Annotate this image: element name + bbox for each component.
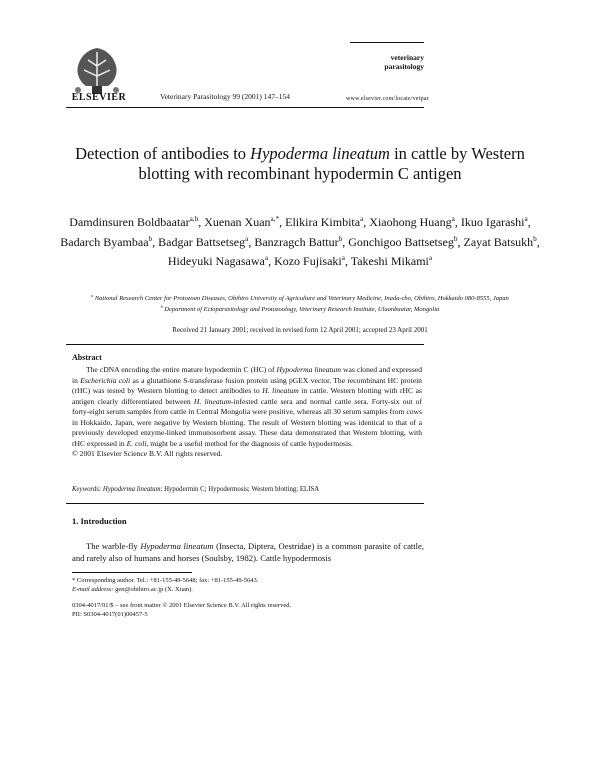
author-affiliation-mark: a <box>451 215 455 223</box>
abstract-bottom-divider <box>66 503 424 504</box>
author-affiliation-mark: a,b <box>189 215 199 223</box>
email-line: E-mail address: gen@obihiro.ac.jp (X. Xuan). <box>72 586 193 593</box>
author-name: Xiaohong Huang <box>369 215 452 229</box>
keywords: Keywords: Hypoderma lineatum; Hypodermin C; Hypodermosis; Western blotting; ELISA <box>72 486 320 493</box>
email-address[interactable]: gen@obihiro.ac.jp (X. Xuan). <box>113 586 193 593</box>
section-heading-introduction: 1. Introduction <box>72 516 127 526</box>
author-affiliation-mark: b <box>148 234 153 243</box>
abstract-heading: Abstract <box>72 353 102 362</box>
corresponding-author: * Corresponding author. Tel.: +81-155-49-5648; fax: +81-155-49-5643. <box>72 577 259 584</box>
author-name: Hideyuki Nagasawa <box>167 254 265 268</box>
received-dates: Received 21 January 2001; received in revised form 12 April 2001; accepted 23 April 2001 <box>172 326 428 334</box>
article-title: Detection of antibodies to Hypoderma lineatum in cattle by Western blotting with recombinant hypodermin C antigen <box>75 144 525 183</box>
front-matter-info <box>72 601 424 619</box>
author-affiliation-mark: a <box>341 254 345 262</box>
author-name: Badgar Battsetseg <box>158 234 246 249</box>
footnote <box>72 576 424 594</box>
affiliation-a: $^a$ National Research Center for Protozoan Diseases, Obihiro University of Agriculture and Veterinary Medicine, Inada-cho, Obihiro, Hokkaido 080-8555, Japan <box>91 294 509 303</box>
introduction-paragraph: The warble-fly Hypoderma lineatum (Insecta, Diptera, Oestridae) is a common parasite of cattle, and rarely also of humans and horses (Soulsby, 1982). Cattle hypodermosis <box>72 541 425 563</box>
elsevier-logo <box>66 44 128 96</box>
author-affiliation-mark: a <box>360 215 364 223</box>
author-affiliation-mark: a <box>264 254 269 262</box>
author-name: Xuenan Xuan <box>204 215 271 229</box>
author-affiliation-mark: b <box>338 234 343 243</box>
author-affiliation-mark: a,* <box>270 215 280 223</box>
footnote-rule <box>72 572 192 573</box>
author-name: Damdinsuren Boldbaatar <box>69 215 190 229</box>
author-name: Banzragch Battur <box>254 234 339 249</box>
pii-line: PII: S0304-4017(01)00457-5 <box>72 611 148 618</box>
copyright-line: © 2001 Elsevier Science B.V. All rights reserved. <box>72 449 223 458</box>
journal-brand-title: veterinary parasitology <box>384 53 424 71</box>
affiliation-b: $^b$ Department of Ectoparasitology and Protozoology, Veterinary Research Institute, Ulaanbaatar, Mongolia <box>160 305 440 314</box>
issn-line: 0304-4017/01/$ – see front matter © 2001 Elsevier Science B.V. All rights reserved. <box>72 602 292 609</box>
author-affiliation-mark: b <box>453 234 458 243</box>
author-affiliation-mark: a <box>245 234 249 243</box>
author-name: Badarch Byambaa <box>60 234 149 249</box>
affiliations <box>70 292 530 314</box>
publisher-name: ELSEVIER <box>71 92 127 103</box>
abstract-body: The cDNA encoding the entire mature hypodermin C (HC) of Hypoderma lineatum was cloned and expressed in Escherichia coli as a glutathione S-transferase fusion protein using pGEX vector. The recombinant HC protein (rHC) was tested by Western blotting to detect antibodies to H. lineatum in cattle. Western blotting with rHC as antigen clearly differentiated between H. lineatum-infested cattle sera and normal cattle sera. Forty-six out of forty-eight serum samples from cattle in Central Mongolia were positive, whereas all 30 serum samples from cows in Hokkaido, Japan, were negative by Western blotting. The result of Western blotting was identical to that of a previously developed enzyme-linked immunosorbent assay. These data demonstrated that Western blotting, with rHC expressed in E. coli, might be a useful method for the diagnosis of cattle hypodermosis. © 2001 Elsevier Science B.V. All rights reserved. <box>72 365 423 458</box>
abstract-top-divider <box>66 344 424 345</box>
author-name: Kozo Fujisaki <box>274 254 342 268</box>
journal-citation: Veterinary Parasitology 99 (2001) 147–154 <box>160 92 290 101</box>
author-affiliation-mark: a <box>524 215 528 223</box>
author-name: Gonchigoo Battsetseg <box>348 234 454 249</box>
header-divider <box>66 107 424 108</box>
journal-url[interactable]: www.elsevier.com/locate/vetpar <box>346 96 429 102</box>
author-name: Zayat Batsukh <box>463 234 534 249</box>
author-name: Ikuo Igarashi <box>460 215 525 229</box>
author-name: Takeshi Mikami <box>350 254 429 268</box>
author-list: Damdinsuren Boldbaatar$^{a,b}$, Xuenan Xuan$^{a,*}$, Elikira Kimbita$^a$, Xiaohong Huang$^a$, Ikuo Igarashi$^a$, Badarch Byambaa$^b$, Badgar Battsetseg$^a$, Banzragch Battur$^b$, Gonchigoo Battsetseg$^b$, Zayat Batsukh$^b$, Hideyuki Nagasawa$^a$, Kozo Fujisaki$^a$, Takeshi Mikami$^a$ <box>60 215 540 268</box>
author-name: Elikira Kimbita <box>285 215 361 229</box>
author-affiliation-mark: a <box>428 254 433 262</box>
author-affiliation-mark: b <box>533 234 537 243</box>
brand-rule <box>350 42 424 43</box>
